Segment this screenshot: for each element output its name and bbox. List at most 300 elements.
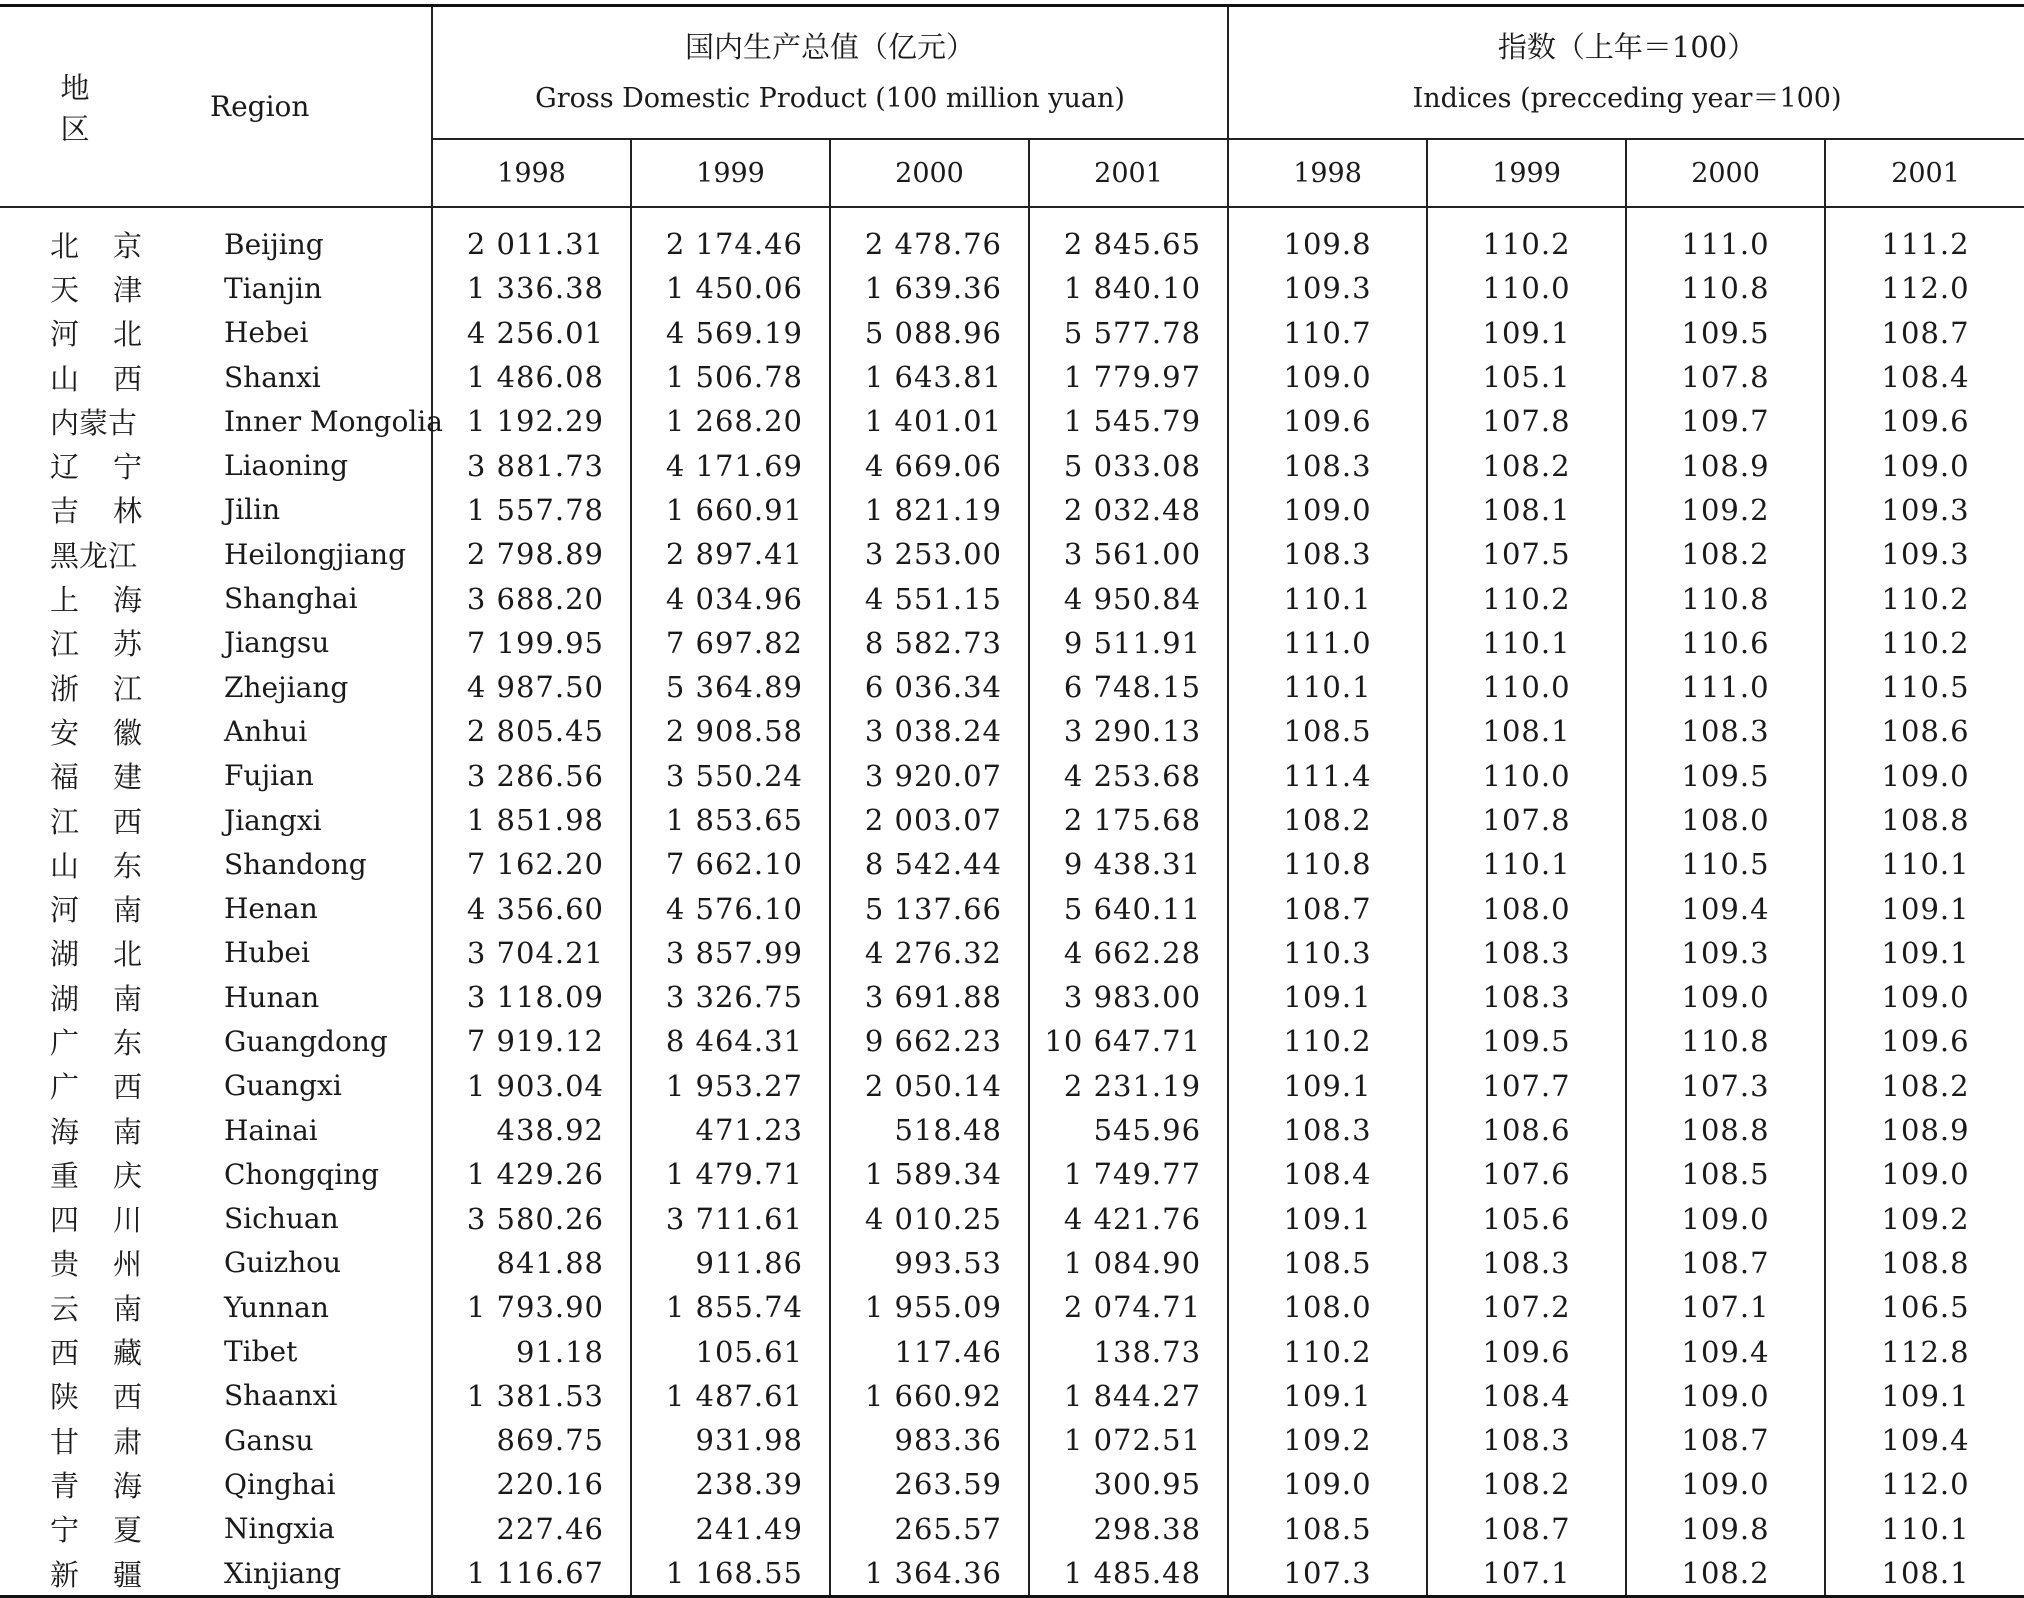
gdp-value: 1 903.04 [432,1064,631,1108]
gdp-group-header [432,6,1228,140]
region-name-cn: 新疆 [0,1551,172,1597]
gdp-value: 5 033.08 [1029,443,1228,487]
gdp-value: 5 640.11 [1029,886,1228,930]
gdp-value: 1 855.74 [631,1285,830,1329]
index-value: 108.7 [1228,886,1427,930]
index-title-en: Indices (precceding year＝100) [1412,82,1842,114]
gdp-value: 4 569.19 [631,311,830,355]
index-value: 110.1 [1427,842,1626,886]
gdp-value: 227.46 [432,1507,631,1551]
index-value: 108.3 [1626,709,1825,753]
gdp-value: 4 010.25 [830,1197,1029,1241]
index-value: 107.3 [1626,1064,1825,1108]
gdp-value: 1 486.08 [432,355,631,399]
index-value: 109.3 [1825,532,2024,576]
index-value: 110.1 [1228,576,1427,620]
index-value: 108.3 [1427,975,1626,1019]
gdp-value: 4 171.69 [631,443,830,487]
index-value: 109.0 [1825,443,2024,487]
gdp-value: 7 162.20 [432,842,631,886]
gdp-value: 1 401.01 [830,399,1029,443]
region-name-cn: 黑龙江 [50,538,138,573]
gdp-value: 1 479.71 [631,1152,830,1196]
gdp-value: 4 421.76 [1029,1197,1228,1241]
gdp-value: 7 199.95 [432,621,631,665]
gdp-value: 1 660.91 [631,488,830,532]
index-value: 105.1 [1427,355,1626,399]
gdp-year-header: 2001 [1029,139,1228,207]
table-row [0,1285,2024,1329]
gdp-value: 841.88 [432,1241,631,1285]
table-row [0,1197,2024,1241]
index-value: 109.0 [1825,754,2024,798]
index-value: 109.1 [1228,1374,1427,1418]
gdp-value: 6 036.34 [830,665,1029,709]
region-name-cn: 湖北 [50,937,177,972]
gdp-value: 1 116.67 [432,1551,631,1597]
index-value: 108.0 [1228,1285,1427,1329]
gdp-value: 3 290.13 [1029,709,1228,753]
table-row [0,1551,2024,1597]
table-row [0,488,2024,532]
gdp-value: 1 821.19 [830,488,1029,532]
index-value: 107.8 [1427,399,1626,443]
gdp-value: 4 356.60 [432,886,631,930]
index-value: 109.0 [1228,355,1427,399]
index-value: 109.2 [1626,488,1825,532]
index-value: 110.2 [1825,621,2024,665]
index-value: 109.8 [1228,222,1427,266]
region-name-en: Liaoning [224,449,349,483]
region-name-cn: 甘肃 [50,1424,177,1459]
index-value: 109.4 [1825,1418,2024,1462]
region-name-en: Henan [224,892,318,926]
gdp-value: 2 003.07 [830,798,1029,842]
gdp-value: 9 438.31 [1029,842,1228,886]
gdp-value: 2 805.45 [432,709,631,753]
gdp-value: 3 691.88 [830,975,1029,1019]
index-value: 109.1 [1427,311,1626,355]
index-value: 108.4 [1228,1152,1427,1196]
gdp-value: 1 779.97 [1029,355,1228,399]
gdp-value: 471.23 [631,1108,830,1152]
gdp-value: 3 983.00 [1029,975,1228,1019]
region-name-cn: 西藏 [50,1336,177,1371]
region-name-cn: 山东 [50,848,177,883]
gdp-value: 1 072.51 [1029,1418,1228,1462]
gdp-value: 2 074.71 [1029,1285,1228,1329]
region-name-en: Ningxia [224,1512,335,1546]
gdp-value: 7 697.82 [631,621,830,665]
region-name-cn: 广东 [50,1025,177,1060]
index-value: 108.2 [1228,798,1427,842]
region-name-cn: 浙江 [50,671,177,706]
gdp-value: 1 557.78 [432,488,631,532]
region-name-cn: 江西 [50,804,177,839]
region-name-cn: 贵州 [50,1247,177,1282]
table-row [0,886,2024,930]
region-name-en: Fujian [224,759,314,793]
gdp-value: 2 175.68 [1029,798,1228,842]
region-name-cn: 重庆 [50,1158,177,1193]
header-spacer [0,207,2024,222]
index-value: 108.4 [1427,1374,1626,1418]
table-row [0,399,2024,443]
table-row [0,1329,2024,1373]
region-name-cn: 四川 [50,1203,177,1238]
index-value: 107.2 [1427,1285,1626,1329]
gdp-value: 263.59 [830,1462,1029,1506]
region-name-en: Jiangsu [224,626,330,660]
index-value: 110.5 [1825,665,2024,709]
gdp-value: 8 582.73 [830,621,1029,665]
region-name-cn: 青海 [50,1468,177,1503]
gdp-value: 1 749.77 [1029,1152,1228,1196]
index-value: 110.8 [1228,842,1427,886]
gdp-value: 3 118.09 [432,975,631,1019]
gdp-year-header: 1998 [432,139,631,207]
gdp-value: 1 487.61 [631,1374,830,1418]
index-value: 110.2 [1427,222,1626,266]
header-row-titles [0,6,2024,140]
index-value: 110.8 [1626,266,1825,310]
index-value: 110.0 [1427,754,1626,798]
index-value: 109.6 [1427,1329,1626,1373]
gdp-value: 5 088.96 [830,311,1029,355]
gdp-value: 1 429.26 [432,1152,631,1196]
index-group-header [1228,6,2024,140]
table-row [0,576,2024,620]
region-name-en: Inner Mongolia [224,404,443,438]
region-name-en: Shanghai [224,582,358,616]
index-value: 109.5 [1626,311,1825,355]
table-row [0,975,2024,1019]
index-year-header: 2000 [1626,139,1825,207]
index-value: 112.0 [1825,1462,2024,1506]
index-value: 109.2 [1825,1197,2024,1241]
gdp-value: 138.73 [1029,1329,1228,1373]
region-name-en: Shaanxi [224,1379,338,1413]
index-value: 108.7 [1626,1418,1825,1462]
index-year-header: 1998 [1228,139,1427,207]
index-value: 108.4 [1825,355,2024,399]
index-value: 109.7 [1626,399,1825,443]
index-value: 109.6 [1228,399,1427,443]
gdp-value: 1 545.79 [1029,399,1228,443]
index-value: 108.1 [1427,709,1626,753]
index-value: 110.1 [1427,621,1626,665]
gdp-value: 8 464.31 [631,1019,830,1063]
index-value: 110.2 [1228,1019,1427,1063]
index-value: 109.5 [1626,754,1825,798]
region-name-en: Hunan [224,980,320,1014]
region-name-en: Guangdong [224,1024,388,1058]
index-value: 108.2 [1626,1551,1825,1597]
region-name-en: Tibet [224,1335,298,1369]
gdp-value: 5 137.66 [830,886,1029,930]
gdp-value: 6 748.15 [1029,665,1228,709]
index-value: 108.9 [1825,1108,2024,1152]
gdp-value: 1 192.29 [432,399,631,443]
gdp-value: 3 920.07 [830,754,1029,798]
index-value: 109.6 [1825,1019,2024,1063]
gdp-value: 3 857.99 [631,931,830,975]
table-row [0,266,2024,310]
gdp-value: 1 485.48 [1029,1551,1228,1597]
index-value: 108.2 [1427,443,1626,487]
index-year-header: 2001 [1825,139,2024,207]
index-value: 108.3 [1228,1108,1427,1152]
index-value: 110.0 [1427,266,1626,310]
gdp-value: 1 450.06 [631,266,830,310]
gdp-value: 1 364.36 [830,1551,1029,1597]
index-value: 109.0 [1825,1152,2024,1196]
gdp-value: 545.96 [1029,1108,1228,1152]
gdp-value: 4 576.10 [631,886,830,930]
region-name-cn: 云南 [50,1291,177,1326]
region-name-en: Guizhou [224,1246,342,1280]
region-name-cn: 陕西 [50,1380,177,1415]
gdp-value: 3 688.20 [432,576,631,620]
index-year-header: 1999 [1427,139,1626,207]
index-value: 108.9 [1626,443,1825,487]
gdp-year-header: 2000 [830,139,1029,207]
index-value: 110.3 [1228,931,1427,975]
index-value: 108.2 [1427,1462,1626,1506]
gdp-value: 3 253.00 [830,532,1029,576]
index-value: 110.2 [1427,576,1626,620]
region-name-en: Beijing [224,227,324,261]
region-name-cn: 吉林 [50,494,177,529]
gdp-value: 4 551.15 [830,576,1029,620]
index-value: 109.1 [1228,1197,1427,1241]
index-value: 109.0 [1626,1462,1825,1506]
gdp-value: 2 908.58 [631,709,830,753]
gdp-value: 238.39 [631,1462,830,1506]
index-value: 110.1 [1825,842,2024,886]
gdp-value: 869.75 [432,1418,631,1462]
gdp-value: 4 662.28 [1029,931,1228,975]
index-value: 108.3 [1427,931,1626,975]
gdp-value: 300.95 [1029,1462,1228,1506]
index-value: 108.6 [1825,709,2024,753]
index-value: 112.8 [1825,1329,2024,1373]
region-name-cn: 湖南 [50,981,177,1016]
region-name-en: Tianjin [224,271,323,305]
gdp-value: 993.53 [830,1241,1029,1285]
index-value: 108.1 [1825,1551,2024,1597]
gdp-value: 298.38 [1029,1507,1228,1551]
gdp-value: 117.46 [830,1329,1029,1373]
index-value: 109.5 [1427,1019,1626,1063]
index-value: 111.2 [1825,222,2024,266]
index-value: 108.2 [1825,1064,2024,1108]
gdp-value: 2 032.48 [1029,488,1228,532]
region-name-en: Jiangxi [224,803,322,837]
gdp-value: 1 168.55 [631,1551,830,1597]
index-value: 108.3 [1228,532,1427,576]
gdp-value: 3 881.73 [432,443,631,487]
region-name-cn: 河北 [50,317,177,352]
index-value: 109.8 [1626,1507,1825,1551]
table-row [0,1019,2024,1063]
index-value: 110.7 [1228,311,1427,355]
index-value: 110.2 [1228,1329,1427,1373]
index-value: 108.7 [1626,1241,1825,1285]
index-value: 108.5 [1228,1507,1427,1551]
gdp-value: 4 256.01 [432,311,631,355]
index-value: 109.0 [1825,975,2024,1019]
gdp-value: 3 038.24 [830,709,1029,753]
gdp-value: 2 845.65 [1029,222,1228,266]
gdp-value: 3 704.21 [432,931,631,975]
index-value: 109.1 [1825,886,2024,930]
index-value: 108.8 [1825,1241,2024,1285]
gdp-value: 1 793.90 [432,1285,631,1329]
region-name-cn: 江苏 [50,627,177,662]
region-name-cn: 天津 [50,272,177,307]
table-row [0,1418,2024,1462]
table-row [0,1108,2024,1152]
table-row [0,222,2024,266]
gdp-value: 3 580.26 [432,1197,631,1241]
index-value: 108.3 [1427,1418,1626,1462]
index-value: 110.6 [1626,621,1825,665]
gdp-value: 4 276.32 [830,931,1029,975]
index-value: 108.1 [1427,488,1626,532]
gdp-value: 2 174.46 [631,222,830,266]
index-value: 107.8 [1626,355,1825,399]
index-value: 109.6 [1825,399,2024,443]
gdp-value: 2 050.14 [830,1064,1029,1108]
index-value: 105.6 [1427,1197,1626,1241]
region-name-en: Shanxi [224,360,321,394]
gdp-value: 1 084.90 [1029,1241,1228,1285]
region-name-en: Chongqing [224,1157,380,1191]
table-row [0,1507,2024,1551]
region-name-en: Anhui [224,714,308,748]
gdp-value: 911.86 [631,1241,830,1285]
region-name-cn: 内蒙古 [50,405,138,440]
region-name-cn: 山西 [50,361,177,396]
gdp-value: 3 326.75 [631,975,830,1019]
table-row [0,621,2024,665]
index-value: 108.6 [1427,1108,1626,1152]
index-value: 108.8 [1626,1108,1825,1152]
index-value: 108.7 [1427,1507,1626,1551]
gdp-value: 3 550.24 [631,754,830,798]
gdp-value: 3 711.61 [631,1197,830,1241]
gdp-value: 1 851.98 [432,798,631,842]
index-value: 107.1 [1427,1551,1626,1597]
index-value: 108.3 [1427,1241,1626,1285]
gdp-value: 1 381.53 [432,1374,631,1418]
region-name-cn: 北京 [50,228,177,263]
region-header-en: Region [172,6,432,208]
index-value: 108.7 [1825,311,2024,355]
gdp-value: 1 844.27 [1029,1374,1228,1418]
gdp-value: 4 253.68 [1029,754,1228,798]
index-value: 109.1 [1228,975,1427,1019]
region-name-en: Qinghai [224,1467,336,1501]
region-name-en: Xinjiang [172,1551,432,1597]
index-value: 110.1 [1825,1507,2024,1551]
gdp-value: 265.57 [830,1507,1029,1551]
gdp-value: 3 561.00 [1029,532,1228,576]
gdp-value: 2 478.76 [830,222,1029,266]
gdp-value: 4 987.50 [432,665,631,709]
gdp-value: 8 542.44 [830,842,1029,886]
gdp-value: 1 840.10 [1029,266,1228,310]
region-name-en: Zhejiang [224,670,349,704]
region-name-en: Hubei [224,936,310,970]
index-value: 109.0 [1228,1462,1427,1506]
gdp-value: 5 577.78 [1029,311,1228,355]
index-value: 107.1 [1626,1285,1825,1329]
region-name-en: Guangxi [224,1069,342,1103]
region-name-cn: 海南 [50,1114,177,1149]
table-row [0,754,2024,798]
index-value: 109.3 [1626,931,1825,975]
index-value: 111.0 [1228,621,1427,665]
gdp-value: 1 268.20 [631,399,830,443]
region-name-cn: 广西 [50,1070,177,1105]
index-value: 109.0 [1626,1197,1825,1241]
index-value: 109.4 [1626,886,1825,930]
index-value: 110.8 [1626,576,1825,620]
gdp-value: 91.18 [432,1329,631,1373]
gdp-value: 2 798.89 [432,532,631,576]
gdp-value: 105.61 [631,1329,830,1373]
table-row [0,1152,2024,1196]
region-name-en: Yunnan [224,1290,329,1324]
index-value: 108.0 [1427,886,1626,930]
table-row [0,842,2024,886]
index-value: 107.8 [1427,798,1626,842]
region-name-cn: 宁夏 [50,1513,177,1548]
index-value: 111.0 [1626,665,1825,709]
gdp-value: 1 506.78 [631,355,830,399]
table-row [0,1374,2024,1418]
table-row [0,931,2024,975]
gdp-value: 9 662.23 [830,1019,1029,1063]
gdp-value: 1 336.38 [432,266,631,310]
region-name-en: Shandong [224,847,367,881]
index-value: 108.8 [1825,798,2024,842]
region-name-cn: 福建 [50,760,177,795]
index-value: 109.1 [1228,1064,1427,1108]
table-row [0,443,2024,487]
gdp-title-en: Gross Domestic Product (100 million yuan) [535,82,1125,114]
gdp-value: 3 286.56 [432,754,631,798]
gdp-value: 1 953.27 [631,1064,830,1108]
gdp-value: 2 231.19 [1029,1064,1228,1108]
index-value: 111.4 [1228,754,1427,798]
index-value: 110.2 [1825,576,2024,620]
region-name-en: Gansu [224,1423,314,1457]
table-row [0,1064,2024,1108]
index-value: 107.7 [1427,1064,1626,1108]
index-value: 109.2 [1228,1418,1427,1462]
index-value: 108.0 [1626,798,1825,842]
gdp-value: 220.16 [432,1462,631,1506]
gdp-value: 4 034.96 [631,576,830,620]
gdp-value: 518.48 [830,1108,1029,1152]
region-name-en: Hebei [224,316,309,350]
index-value: 110.8 [1626,1019,1825,1063]
table-row [0,798,2024,842]
index-value: 107.3 [1228,1551,1427,1597]
